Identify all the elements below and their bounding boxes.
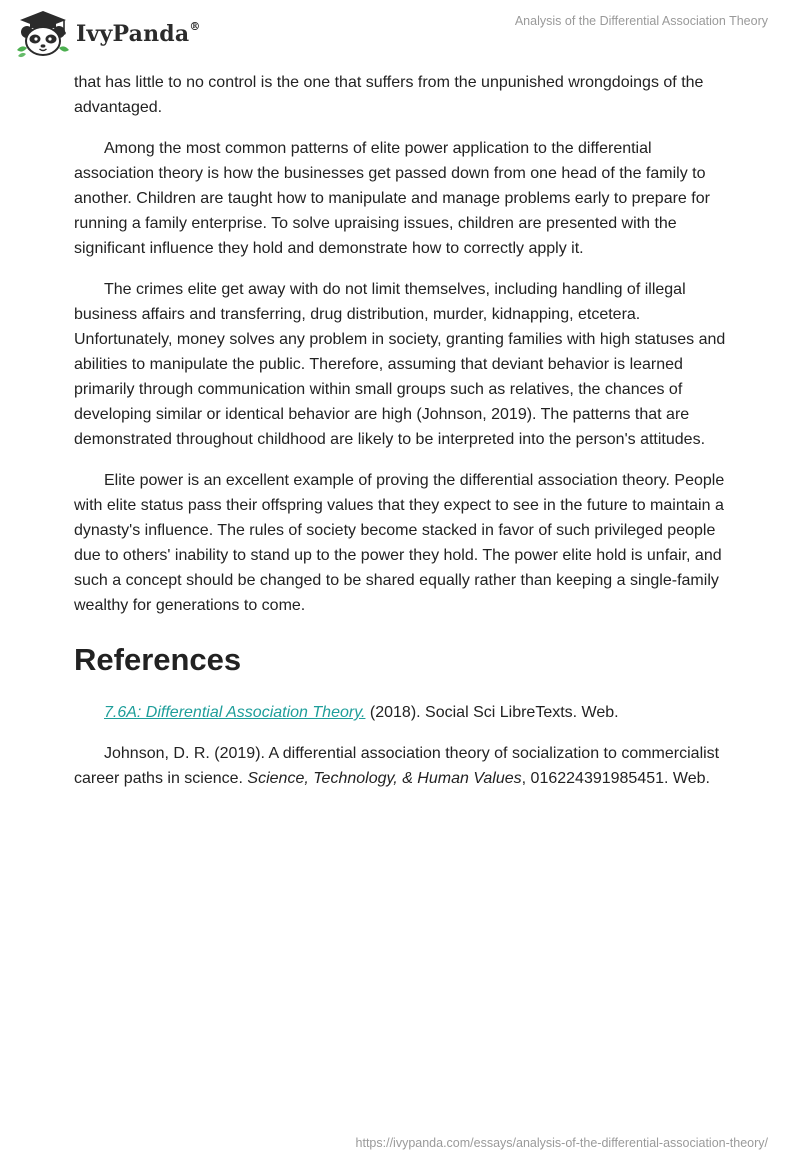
- reference-details: (2018). Social Sci LibreTexts. Web.: [365, 704, 619, 721]
- reference-item: [74, 741, 734, 791]
- paragraph: Among the most common patterns of elite power application to the differential association theory is how the businesses get passed down from one head of the family to another. Children are taught how to manipulate and manage problems early to prepare for running a family enterprise. To solve upraising issues, children are presented with the significant influence they hold and demonstrate how to correctly apply it.: [74, 140, 710, 257]
- ivypanda-logo[interactable]: [14, 8, 201, 58]
- running-title: Analysis of the Differential Association Theory: [514, 14, 768, 28]
- brand-name: IvyPanda®: [76, 19, 201, 47]
- reference-text: Johnson, D. R. (2019). A differential association theory of socialization to commercialist career paths in science.: [74, 745, 720, 787]
- reference-link[interactable]: 7.6A: Differential Association Theory.: [104, 704, 366, 721]
- paragraph: Elite power is an excellent example of proving the differential association theory. People with elite status pass their offspring values that they expect to see in the future to maintain a dynasty's influence. The rules of society become stacked in favor of such privileged people due to others' inability to stand up to the power they hold. The power elite hold is unfair, and such a concept should be changed to be shared equally rather than keeping a single-family wealthy for generations to come.: [74, 472, 725, 614]
- paragraph: that has little to no control is the one that suffers from the unpunished wrongdoings of the advantaged.: [74, 74, 704, 116]
- panda-graduate-icon: [14, 8, 72, 58]
- references-heading: References: [74, 642, 242, 677]
- page-header: [0, 0, 800, 68]
- essay-content: [74, 70, 734, 807]
- reference-details: , 016224391985451. Web.: [521, 770, 710, 787]
- footer-url[interactable]: https://ivypanda.com/essays/analysis-of-the-differential-association-theory/: [355, 1136, 768, 1150]
- paragraph: The crimes elite get away with do not limit themselves, including handling of illegal business affairs and transferring, drug distribution, murder, kidnapping, etcetera. Unfortunately, money solves any problem in society, granting families with high statuses and abilities to manipulate the public. Therefore, assuming that deviant behavior is learned primarily through communication within small groups such as relatives, the chances of developing similar or identical behavior are high (Johnson, 2019). The patterns that are demonstrated throughout childhood are likely to be interpreted into the person's attitudes.: [74, 281, 726, 448]
- reference-item: [74, 700, 734, 725]
- reference-journal: Science, Technology, & Human Values: [247, 770, 522, 787]
